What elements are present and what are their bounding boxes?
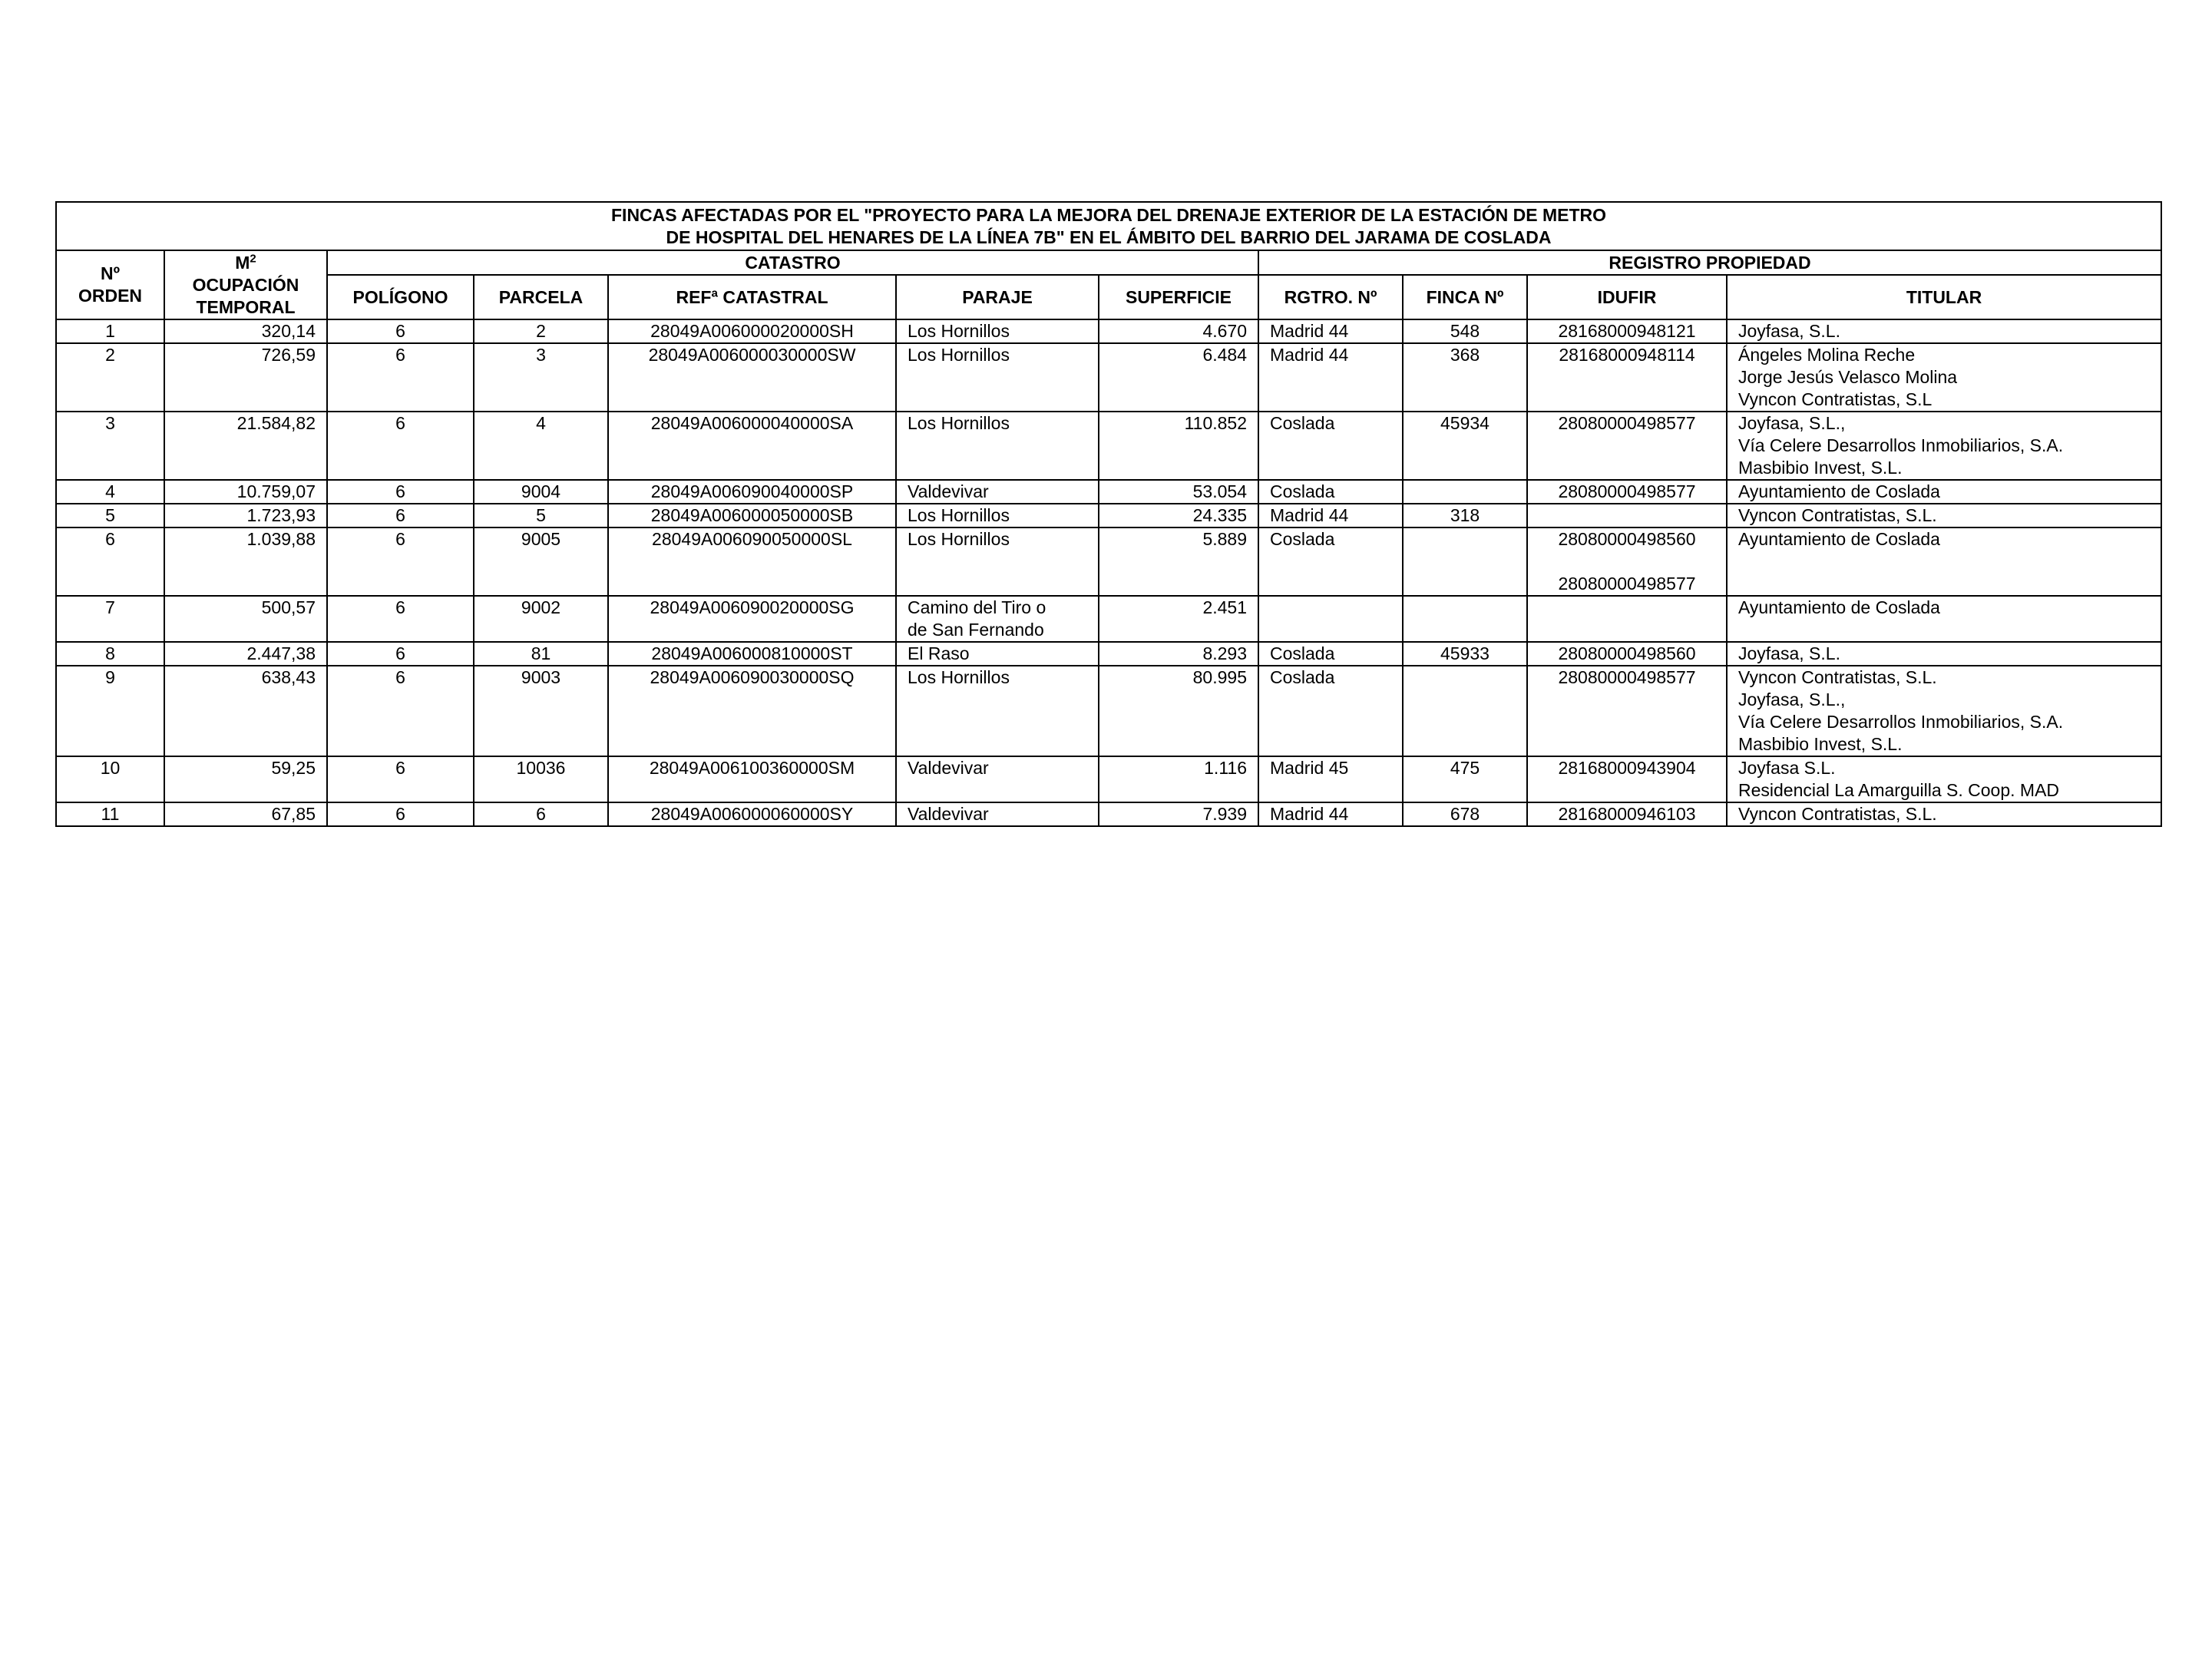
cell-rgtro: Madrid 44 [1258,802,1403,826]
cell-titular: Ayuntamiento de Coslada [1727,596,2161,642]
cell-titular: Ángeles Molina Reche Jorge Jesús Velasco Molina Vyncon Contratistas, S.L [1727,343,2161,412]
cell-paraje: Los Hornillos [896,527,1099,596]
cell-parcela: 2 [474,319,608,343]
header-rgtro: RGTRO. Nº [1258,275,1403,319]
header-superficie: SUPERFICIE [1099,275,1258,319]
cell-idufir: 28168000943904 [1527,756,1727,802]
cell-superficie: 8.293 [1099,642,1258,666]
cell-idufir: 28080000498577 [1527,412,1727,480]
cell-superficie: 5.889 [1099,527,1258,596]
cell-ref-catastral: 28049A006000030000SW [608,343,896,412]
cell-ocupacion: 21.584,82 [164,412,327,480]
table-row [56,802,2161,826]
cell-orden: 1 [56,319,164,343]
table-row [56,642,2161,666]
header-poligono: POLÍGONO [327,275,474,319]
cell-finca [1403,596,1527,642]
cell-finca: 678 [1403,802,1527,826]
table-row [56,319,2161,343]
cell-paraje: Los Hornillos [896,504,1099,527]
cell-parcela: 4 [474,412,608,480]
cell-orden: 8 [56,642,164,666]
cell-paraje: Valdevivar [896,756,1099,802]
cell-poligono: 6 [327,527,474,596]
cell-parcela: 9005 [474,527,608,596]
cell-poligono: 6 [327,504,474,527]
cell-titular: Ayuntamiento de Coslada [1727,527,2161,596]
cell-parcela: 6 [474,802,608,826]
cell-idufir: 28168000948121 [1527,319,1727,343]
cell-ref-catastral: 28049A006000060000SY [608,802,896,826]
cell-parcela: 81 [474,642,608,666]
header-ocupacion-unit: M [235,252,250,273]
cell-rgtro: Madrid 45 [1258,756,1403,802]
cell-finca [1403,527,1527,596]
cell-orden: 9 [56,666,164,756]
table-row [56,527,2161,596]
cell-titular: Vyncon Contratistas, S.L. [1727,802,2161,826]
table-row [56,480,2161,504]
cell-idufir: 28080000498560 [1527,642,1727,666]
cell-ocupacion: 500,57 [164,596,327,642]
cell-rgtro: Coslada [1258,642,1403,666]
table-row [56,412,2161,480]
table-row [56,504,2161,527]
table-title [56,202,2161,250]
cell-orden: 4 [56,480,164,504]
cell-parcela: 3 [474,343,608,412]
table-row [56,756,2161,802]
table-body [56,319,2161,826]
cell-ref-catastral: 28049A006090030000SQ [608,666,896,756]
cell-paraje: Valdevivar [896,480,1099,504]
cell-orden: 3 [56,412,164,480]
cell-orden: 5 [56,504,164,527]
cell-finca [1403,480,1527,504]
cell-ocupacion: 10.759,07 [164,480,327,504]
cell-ref-catastral: 28049A006000810000ST [608,642,896,666]
cell-orden: 10 [56,756,164,802]
cell-rgtro: Coslada [1258,666,1403,756]
cell-ref-catastral: 28049A006000020000SH [608,319,896,343]
header-ocupacion-label: OCUPACIÓN TEMPORAL [192,274,299,317]
cell-rgtro: Coslada [1258,480,1403,504]
header-titular: TITULAR [1727,275,2161,319]
cell-titular: Joyfasa, S.L. [1727,319,2161,343]
cell-rgtro [1258,596,1403,642]
cell-parcela: 5 [474,504,608,527]
cell-idufir: 28080000498577 [1527,666,1727,756]
cell-finca: 548 [1403,319,1527,343]
table-row [56,666,2161,756]
cell-titular: Joyfasa S.L. Residencial La Amarguilla S. Coop. MAD [1727,756,2161,802]
cell-paraje: El Raso [896,642,1099,666]
header-ocupacion-superscript: 2 [250,251,256,265]
cell-ocupacion: 59,25 [164,756,327,802]
cell-idufir [1527,504,1727,527]
cell-rgtro: Coslada [1258,412,1403,480]
cell-ocupacion: 320,14 [164,319,327,343]
cell-poligono: 6 [327,802,474,826]
table-row [56,596,2161,642]
header-ocupacion [164,250,327,319]
cell-paraje: Camino del Tiro o de San Fernando [896,596,1099,642]
cell-rgtro: Madrid 44 [1258,504,1403,527]
cell-ref-catastral: 28049A006000050000SB [608,504,896,527]
cell-finca: 45934 [1403,412,1527,480]
cell-finca [1403,666,1527,756]
cell-titular: Joyfasa, S.L., Vía Celere Desarrollos Inmobiliarios, S.A. Masbibio Invest, S.L. [1727,412,2161,480]
cell-ref-catastral: 28049A006000040000SA [608,412,896,480]
header-registro: REGISTRO PROPIEDAD [1258,250,2161,275]
cell-poligono: 6 [327,412,474,480]
cell-orden: 2 [56,343,164,412]
cell-rgtro: Coslada [1258,527,1403,596]
cell-poligono: 6 [327,756,474,802]
cell-superficie: 80.995 [1099,666,1258,756]
cell-ocupacion: 67,85 [164,802,327,826]
cell-poligono: 6 [327,319,474,343]
table-row [56,343,2161,412]
cell-idufir: 28080000498560 28080000498577 [1527,527,1727,596]
cell-ocupacion: 638,43 [164,666,327,756]
cell-titular: Vyncon Contratistas, S.L. [1727,504,2161,527]
cell-paraje: Los Hornillos [896,319,1099,343]
cell-titular: Ayuntamiento de Coslada [1727,480,2161,504]
cell-orden: 6 [56,527,164,596]
cell-poligono: 6 [327,666,474,756]
cell-rgtro: Madrid 44 [1258,319,1403,343]
cell-superficie: 2.451 [1099,596,1258,642]
header-paraje: PARAJE [896,275,1099,319]
cell-idufir: 28080000498577 [1527,480,1727,504]
cell-superficie: 6.484 [1099,343,1258,412]
cell-titular: Joyfasa, S.L. [1727,642,2161,666]
cell-ref-catastral: 28049A006100360000SM [608,756,896,802]
cell-idufir [1527,596,1727,642]
cell-titular: Vyncon Contratistas, S.L. Joyfasa, S.L., Vía Celere Desarrollos Inmobiliarios, S.A. Masbibio Invest, S.L. [1727,666,2161,756]
cell-superficie: 4.670 [1099,319,1258,343]
cell-orden: 11 [56,802,164,826]
cell-ocupacion: 1.039,88 [164,527,327,596]
cell-ref-catastral: 28049A006090020000SG [608,596,896,642]
cell-paraje: Los Hornillos [896,412,1099,480]
cell-paraje: Valdevivar [896,802,1099,826]
header-parcela: PARCELA [474,275,608,319]
cell-idufir: 28168000946103 [1527,802,1727,826]
fincas-table [55,201,2162,827]
cell-ocupacion: 1.723,93 [164,504,327,527]
header-finca: FINCA Nº [1403,275,1527,319]
cell-parcela: 10036 [474,756,608,802]
cell-finca: 45933 [1403,642,1527,666]
cell-orden: 7 [56,596,164,642]
title-line-2: DE HOSPITAL DEL HENARES DE LA LÍNEA 7B" EN EL ÁMBITO DEL BARRIO DEL JARAMA DE COSLADA [666,227,1552,247]
cell-paraje: Los Hornillos [896,666,1099,756]
cell-poligono: 6 [327,642,474,666]
title-line-1: FINCAS AFECTADAS POR EL "PROYECTO PARA LA MEJORA DEL DRENAJE EXTERIOR DE LA ESTACIÓN DE METRO [611,205,1607,225]
cell-poligono: 6 [327,480,474,504]
cell-rgtro: Madrid 44 [1258,343,1403,412]
cell-superficie: 110.852 [1099,412,1258,480]
header-catastro: CATASTRO [327,250,1258,275]
cell-paraje: Los Hornillos [896,343,1099,412]
cell-finca: 475 [1403,756,1527,802]
cell-poligono: 6 [327,343,474,412]
cell-ocupacion: 2.447,38 [164,642,327,666]
cell-parcela: 9003 [474,666,608,756]
cell-superficie: 7.939 [1099,802,1258,826]
cell-ref-catastral: 28049A006090050000SL [608,527,896,596]
cell-ref-catastral: 28049A006090040000SP [608,480,896,504]
cell-parcela: 9004 [474,480,608,504]
header-orden: Nº ORDEN [56,250,164,319]
cell-idufir: 28168000948114 [1527,343,1727,412]
cell-finca: 368 [1403,343,1527,412]
header-idufir: IDUFIR [1527,275,1727,319]
cell-finca: 318 [1403,504,1527,527]
cell-poligono: 6 [327,596,474,642]
header-ref-catastral: REFª CATASTRAL [608,275,896,319]
cell-superficie: 1.116 [1099,756,1258,802]
cell-superficie: 24.335 [1099,504,1258,527]
cell-ocupacion: 726,59 [164,343,327,412]
cell-parcela: 9002 [474,596,608,642]
cell-superficie: 53.054 [1099,480,1258,504]
